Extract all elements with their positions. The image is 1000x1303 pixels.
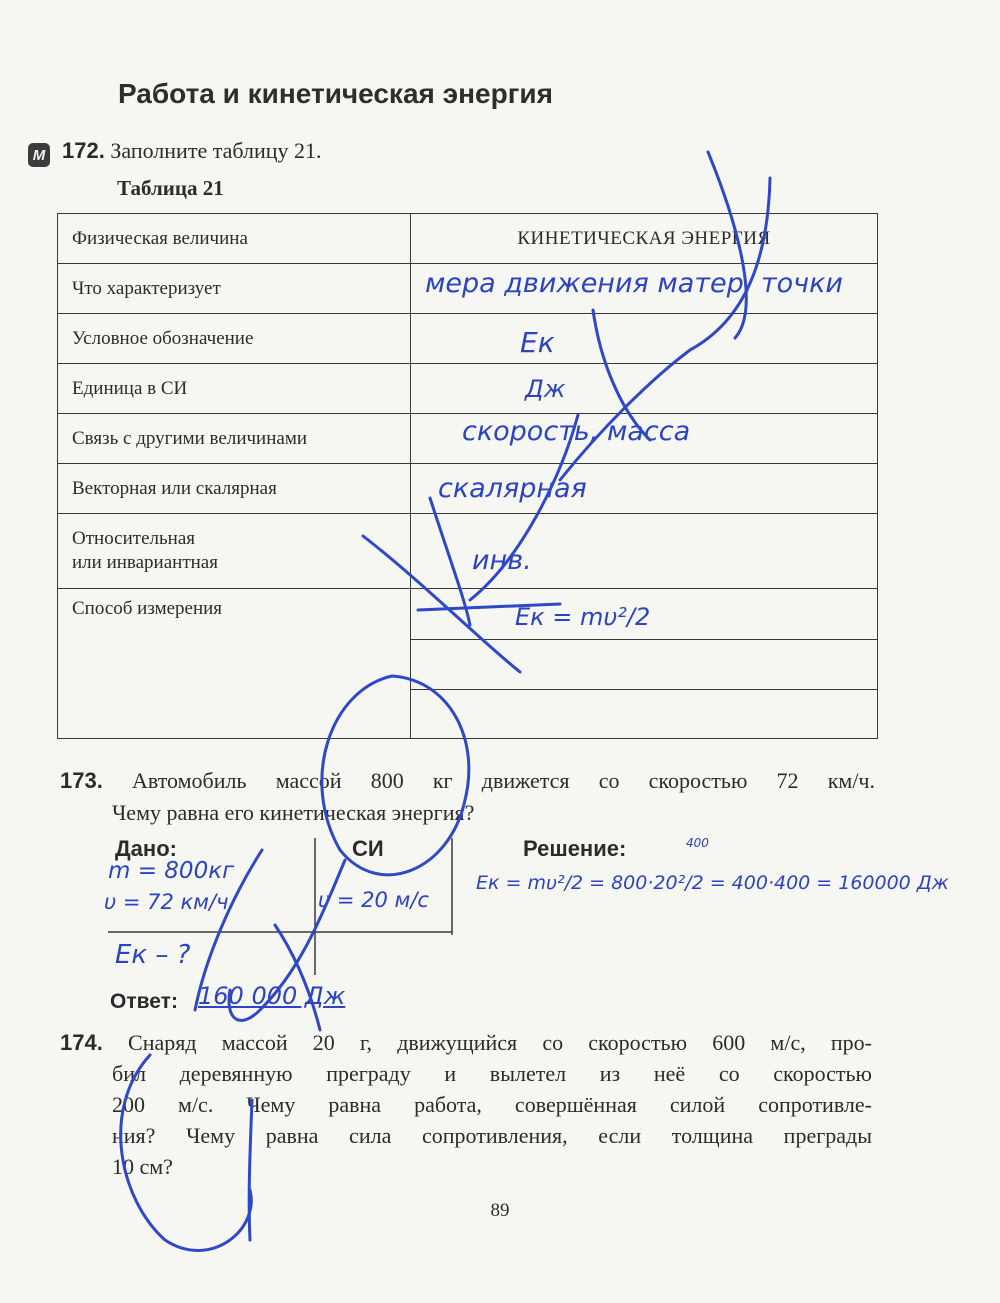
table-row [58, 589, 878, 739]
task-174-line3: 200 м/с. Чему равна работа, совершённая силой сопротивле- [112, 1092, 872, 1117]
task-173-line2: Чему равна его кинетическая энергия? [112, 800, 475, 825]
hw-answer-5: скалярная [438, 473, 587, 504]
row-label: Единица в СИ [58, 364, 411, 414]
section-title: Работа и кинетическая энергия [118, 78, 553, 109]
task-174-line4: ния? Чему равна сила сопротивления, если толщина преграды [112, 1123, 872, 1148]
task-173-line1 [60, 768, 875, 794]
table-row [58, 514, 878, 589]
hw-answer-value: 160 000 Дж [198, 982, 346, 1010]
row-answer-cell [411, 364, 878, 414]
row-label: Векторная или скалярная [58, 464, 411, 514]
row-label [58, 514, 411, 589]
hw-answer-6: инв. [472, 545, 532, 576]
hw-given-speed: υ = 72 км/ч [104, 890, 229, 914]
row-label: Что характеризует [58, 264, 411, 314]
task-174-text: Снаряд массой 20 г, движущийся со скоростью 600 м/с, про- [128, 1030, 873, 1055]
table-row [58, 314, 878, 364]
table-caption: Таблица 21 [117, 176, 224, 200]
row-label-line: или инвариантная [72, 552, 218, 573]
given-label: Дано: [115, 836, 177, 861]
task-174-line1 [60, 1030, 872, 1056]
method-badge-icon: М [28, 143, 50, 167]
hw-answer-4: скорость, масса [462, 416, 691, 447]
hw-solution: Eк = mυ²/2 = 800·20²/2 = 400·400 = 160000 Дж [476, 872, 949, 894]
task-174-number: 174. [60, 1030, 103, 1055]
page-number: 89 [490, 1200, 510, 1221]
pen-stroke [275, 925, 320, 1030]
task-173-text: Автомобиль массой 800 кг движется со скоростью 72 км/ч. [132, 768, 875, 793]
hw-answer-1: мера движения матер. точки [425, 268, 843, 299]
hw-answer-7: Eк = mυ²/2 [515, 603, 651, 631]
row-label: Способ измерения [58, 589, 411, 739]
header-col2: КИНЕТИЧЕСКАЯ ЭНЕРГИЯ [411, 214, 878, 264]
row-label: Связь с другими величинами [58, 414, 411, 464]
hw-given-mass: m = 800кг [108, 858, 235, 884]
hw-solution-note: 400 [686, 836, 709, 850]
task-172-heading [62, 138, 322, 164]
table-row [58, 364, 878, 414]
header-col1: Физическая величина [58, 214, 411, 264]
row-label: Условное обозначение [58, 314, 411, 364]
task-172-text: Заполните таблицу 21. [110, 138, 322, 163]
hw-answer-2: Eк [520, 326, 555, 359]
task-174-line5: 10 см? [112, 1154, 173, 1179]
row-label-line: Относительная [72, 528, 195, 549]
row-answer-cell [411, 314, 878, 364]
hw-answer-3: Дж [525, 375, 566, 403]
answer-label: Ответ: [110, 990, 178, 1013]
hw-find: Eк – ? [115, 940, 191, 970]
task-172-number: 172. [62, 138, 105, 163]
hw-si-value: υ = 20 м/с [318, 888, 429, 912]
task-174-line2: бил деревянную преграду и вылетел из неё со скоростью [112, 1061, 872, 1086]
task-173-number: 173. [60, 768, 103, 793]
table-header-row [58, 214, 878, 264]
si-label: СИ [352, 836, 384, 861]
solution-label: Решение: [523, 836, 627, 861]
